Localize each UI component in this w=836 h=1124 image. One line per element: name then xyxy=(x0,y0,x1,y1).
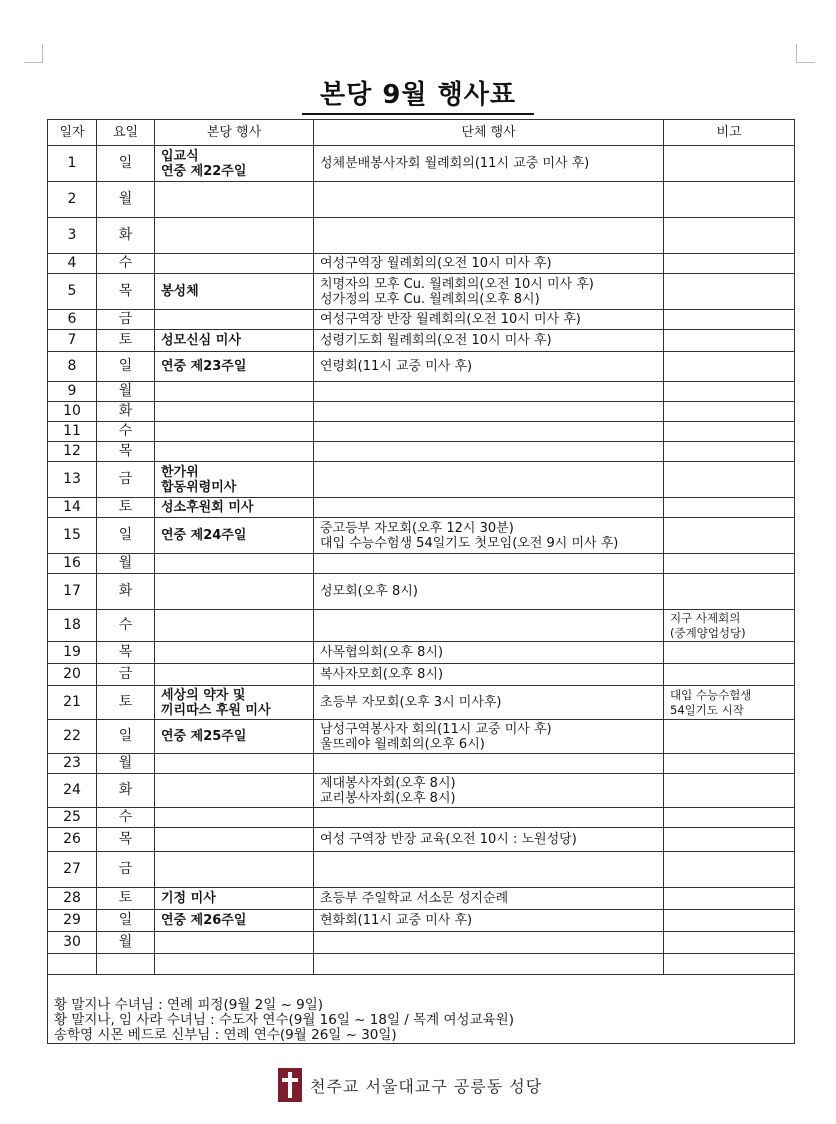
weekday-cell: 일 xyxy=(97,352,155,382)
group-event-cell-line: 남성구역봉사자 회의(11시 교중 미사 후) xyxy=(320,721,552,737)
weekday-cell: 금 xyxy=(97,310,155,330)
parish-event-cell-line: 연중 제25주일 xyxy=(161,729,247,744)
remarks-cell xyxy=(664,852,795,888)
remarks-cell xyxy=(664,664,795,686)
remarks-cell xyxy=(664,254,795,274)
weekday-cell: 화 xyxy=(97,774,155,808)
weekday-cell: 월 xyxy=(97,554,155,574)
remarks-cell xyxy=(664,808,795,828)
table-row xyxy=(48,852,795,888)
remarks-cell xyxy=(664,330,795,352)
spacer-cell xyxy=(97,954,155,975)
weekday-cell: 화 xyxy=(97,402,155,422)
header-remarks: 비고 xyxy=(664,120,795,146)
group-event-cell-line: 중고등부 자모회(오후 12시 30분) xyxy=(320,520,514,536)
date-cell: 27 xyxy=(48,852,97,888)
group-event-cell-line: 여성구역장 월례회의(오전 10시 미사 후) xyxy=(320,256,552,271)
remarks-cell xyxy=(664,352,795,382)
parish-event-cell xyxy=(155,352,314,382)
group-event-cell xyxy=(314,574,664,610)
group-event-cell xyxy=(314,610,664,642)
group-event-cell xyxy=(314,910,664,932)
parish-event-cell-line: 연중 제22주일 xyxy=(161,163,247,179)
group-event-cell-line: 대입 수능수험생 54일기도 첫모임(오전 9시 미사 후) xyxy=(320,535,619,551)
parish-event-cell-line: 입교식 xyxy=(161,148,199,164)
remarks-cell xyxy=(664,422,795,442)
weekday-cell: 금 xyxy=(97,462,155,498)
date-cell: 26 xyxy=(48,828,97,852)
group-event-cell xyxy=(314,554,664,574)
table-row xyxy=(48,664,795,686)
remarks-cell xyxy=(664,498,795,518)
parish-event-cell xyxy=(155,402,314,422)
footer-note: 황 말지나, 임 사라 수녀님 : 수도자 연수(9월 16일 ~ 18일 / 목계 여성교육원) xyxy=(54,1012,514,1028)
parish-event-cell xyxy=(155,442,314,462)
weekday-cell: 월 xyxy=(97,182,155,218)
table-row xyxy=(48,828,795,852)
table-row xyxy=(48,382,795,402)
group-event-cell xyxy=(314,852,664,888)
footer-notes-row xyxy=(48,975,795,1044)
header-parish-event: 본당 행사 xyxy=(155,120,314,146)
weekday-cell: 토 xyxy=(97,498,155,518)
group-event-cell-line: 초등부 자모회(오후 3시 미사후) xyxy=(320,695,502,710)
group-event-cell xyxy=(314,664,664,686)
group-event-cell xyxy=(314,754,664,774)
header-weekday: 요일 xyxy=(97,120,155,146)
date-cell: 16 xyxy=(48,554,97,574)
header-date: 일자 xyxy=(48,120,97,146)
schedule-body xyxy=(48,146,795,954)
group-event-cell xyxy=(314,932,664,954)
group-event-cell xyxy=(314,310,664,330)
group-event-cell xyxy=(314,686,664,720)
parish-event-cell xyxy=(155,330,314,352)
table-row xyxy=(48,910,795,932)
group-event-cell-line: 연령회(11시 교중 미사 후) xyxy=(320,359,473,374)
date-cell: 12 xyxy=(48,442,97,462)
remarks-cell xyxy=(664,754,795,774)
group-event-cell-line: 울뜨레야 월례회의(오후 6시) xyxy=(320,736,485,752)
parish-event-cell xyxy=(155,574,314,610)
date-cell: 14 xyxy=(48,498,97,518)
table-row xyxy=(48,254,795,274)
table-row xyxy=(48,402,795,422)
remarks-cell xyxy=(664,310,795,330)
table-row xyxy=(48,610,795,642)
group-event-cell-line: 성령기도회 월례회의(오전 10시 미사 후) xyxy=(320,333,552,348)
parish-event-cell-line: 봉성체 xyxy=(161,284,199,299)
date-cell: 18 xyxy=(48,610,97,642)
weekday-cell: 월 xyxy=(97,754,155,774)
weekday-cell: 금 xyxy=(97,664,155,686)
date-cell: 2 xyxy=(48,182,97,218)
spacer-cell xyxy=(48,954,97,975)
group-event-cell xyxy=(314,888,664,910)
parish-event-cell xyxy=(155,888,314,910)
weekday-cell: 금 xyxy=(97,852,155,888)
table-row xyxy=(48,754,795,774)
date-cell: 19 xyxy=(48,642,97,664)
group-event-cell xyxy=(314,330,664,352)
date-cell: 7 xyxy=(48,330,97,352)
parish-event-cell xyxy=(155,932,314,954)
table-row xyxy=(48,518,795,554)
parish-brand xyxy=(278,1068,542,1102)
remarks-cell xyxy=(664,720,795,754)
remarks-cell xyxy=(664,442,795,462)
remarks-cell xyxy=(664,888,795,910)
group-event-cell xyxy=(314,182,664,218)
parish-event-cell xyxy=(155,422,314,442)
date-cell: 22 xyxy=(48,720,97,754)
document-title-text: 본당 9월 행사표 xyxy=(302,74,534,115)
parish-event-cell-line: 한가위 xyxy=(161,464,199,480)
table-row xyxy=(48,498,795,518)
table-row xyxy=(48,182,795,218)
group-event-cell xyxy=(314,462,664,498)
group-event-cell xyxy=(314,382,664,402)
weekday-cell: 월 xyxy=(97,382,155,402)
weekday-cell: 화 xyxy=(97,218,155,254)
parish-event-cell xyxy=(155,218,314,254)
group-event-cell xyxy=(314,808,664,828)
group-event-cell xyxy=(314,642,664,664)
table-row xyxy=(48,720,795,754)
date-cell: 17 xyxy=(48,574,97,610)
remarks-cell xyxy=(664,382,795,402)
document-title xyxy=(0,74,836,115)
group-event-cell xyxy=(314,828,664,852)
remarks-cell xyxy=(664,686,795,720)
weekday-cell: 수 xyxy=(97,808,155,828)
table-row xyxy=(48,808,795,828)
group-event-cell xyxy=(314,774,664,808)
table-row xyxy=(48,146,795,182)
table-row xyxy=(48,554,795,574)
date-cell: 21 xyxy=(48,686,97,720)
remarks-cell xyxy=(664,518,795,554)
remarks-cell-line: 대입 수능수험생 xyxy=(670,687,752,702)
remarks-cell xyxy=(664,774,795,808)
group-event-cell-line: 제대봉사자회(오후 8시) xyxy=(320,775,456,791)
weekday-cell: 일 xyxy=(97,518,155,554)
cross-logo-icon xyxy=(278,1068,302,1102)
header-group-event: 단체 행사 xyxy=(314,120,664,146)
table-row xyxy=(48,888,795,910)
date-cell: 30 xyxy=(48,932,97,954)
group-event-cell-line: 복사자모회(오후 8시) xyxy=(320,667,444,682)
parish-event-cell-line: 기정 미사 xyxy=(161,891,216,906)
group-event-cell xyxy=(314,422,664,442)
table-row xyxy=(48,774,795,808)
table-row xyxy=(48,330,795,352)
weekday-cell: 월 xyxy=(97,932,155,954)
group-event-cell xyxy=(314,442,664,462)
group-event-cell-line: 여성구역장 반장 월례회의(오전 10시 미사 후) xyxy=(320,312,581,327)
group-event-cell xyxy=(314,146,664,182)
parish-event-cell xyxy=(155,910,314,932)
table-row xyxy=(48,642,795,664)
schedule-table xyxy=(47,119,795,1044)
weekday-cell: 일 xyxy=(97,146,155,182)
group-event-cell xyxy=(314,274,664,310)
weekday-cell: 수 xyxy=(97,610,155,642)
group-event-cell-line: 교리봉사자회(오후 8시) xyxy=(320,790,456,806)
date-cell: 20 xyxy=(48,664,97,686)
parish-event-cell-line: 연중 제23주일 xyxy=(161,359,247,374)
parish-event-cell xyxy=(155,720,314,754)
weekday-cell: 일 xyxy=(97,720,155,754)
group-event-cell-line: 여성 구역장 반장 교육(오전 10시 : 노원성당) xyxy=(320,832,577,847)
table-row xyxy=(48,218,795,254)
crop-mark-top-left xyxy=(24,44,43,63)
spacer-cell xyxy=(155,954,314,975)
parish-event-cell xyxy=(155,808,314,828)
weekday-cell: 일 xyxy=(97,910,155,932)
date-cell: 6 xyxy=(48,310,97,330)
date-cell: 1 xyxy=(48,146,97,182)
group-event-cell xyxy=(314,254,664,274)
table-row xyxy=(48,932,795,954)
date-cell: 9 xyxy=(48,382,97,402)
parish-event-cell xyxy=(155,828,314,852)
remarks-cell xyxy=(664,610,795,642)
remarks-cell xyxy=(664,910,795,932)
table-row xyxy=(48,422,795,442)
group-event-cell-line: 성가정의 모후 Cu. 월례회의(오후 8시) xyxy=(320,291,540,307)
group-event-cell-line: 초등부 주일학교 서소문 성지순례 xyxy=(320,891,509,906)
parish-event-cell xyxy=(155,498,314,518)
parish-event-cell xyxy=(155,774,314,808)
parish-event-cell xyxy=(155,664,314,686)
date-cell: 29 xyxy=(48,910,97,932)
crop-mark-top-right xyxy=(796,44,815,63)
parish-event-cell xyxy=(155,146,314,182)
weekday-cell: 목 xyxy=(97,274,155,310)
group-event-cell xyxy=(314,218,664,254)
remarks-cell-line: 54일기도 시작 xyxy=(670,702,744,717)
remarks-cell xyxy=(664,462,795,498)
group-event-cell-line: 성체분배봉사자회 월례회의(11시 교중 미사 후) xyxy=(320,156,590,171)
parish-event-cell-line: 성소후원회 미사 xyxy=(161,500,254,515)
date-cell: 8 xyxy=(48,352,97,382)
spacer-cell xyxy=(664,954,795,975)
weekday-cell: 수 xyxy=(97,254,155,274)
remarks-cell xyxy=(664,182,795,218)
parish-event-cell xyxy=(155,754,314,774)
spacer-cell xyxy=(314,954,664,975)
header-row xyxy=(48,120,795,146)
table-row xyxy=(48,352,795,382)
remarks-cell xyxy=(664,554,795,574)
group-event-cell-line: 현화회(11시 교중 미사 후) xyxy=(320,913,473,928)
parish-event-cell-line: 끼리따스 후원 미사 xyxy=(161,702,271,718)
remarks-cell xyxy=(664,146,795,182)
parish-event-cell-line: 성모신심 미사 xyxy=(161,333,241,348)
spacer-row xyxy=(48,954,795,975)
table-row xyxy=(48,462,795,498)
date-cell: 25 xyxy=(48,808,97,828)
group-event-cell xyxy=(314,518,664,554)
group-event-cell-line: 사목협의회(오후 8시) xyxy=(320,645,444,660)
weekday-cell: 목 xyxy=(97,828,155,852)
date-cell: 24 xyxy=(48,774,97,808)
parish-event-cell xyxy=(155,610,314,642)
group-event-cell xyxy=(314,352,664,382)
parish-event-cell xyxy=(155,382,314,402)
date-cell: 3 xyxy=(48,218,97,254)
group-event-cell-line: 성모회(오후 8시) xyxy=(320,584,418,599)
remarks-cell xyxy=(664,402,795,422)
group-event-cell xyxy=(314,720,664,754)
parish-event-cell xyxy=(155,686,314,720)
table-row xyxy=(48,442,795,462)
parish-event-cell-line: 합동위령미사 xyxy=(161,479,237,495)
parish-event-cell xyxy=(155,182,314,218)
weekday-cell: 화 xyxy=(97,574,155,610)
parish-event-cell-line: 세상의 약자 및 xyxy=(161,687,246,703)
remarks-cell xyxy=(664,642,795,664)
remarks-cell xyxy=(664,218,795,254)
parish-event-cell xyxy=(155,462,314,498)
parish-event-cell xyxy=(155,310,314,330)
table-row xyxy=(48,686,795,720)
remarks-cell xyxy=(664,828,795,852)
parish-event-cell xyxy=(155,274,314,310)
weekday-cell: 수 xyxy=(97,422,155,442)
weekday-cell: 토 xyxy=(97,686,155,720)
remarks-cell xyxy=(664,574,795,610)
weekday-cell: 목 xyxy=(97,642,155,664)
table-row xyxy=(48,574,795,610)
table-row xyxy=(48,310,795,330)
table-row xyxy=(48,274,795,310)
date-cell: 4 xyxy=(48,254,97,274)
date-cell: 15 xyxy=(48,518,97,554)
group-event-cell xyxy=(314,498,664,518)
remarks-cell xyxy=(664,274,795,310)
parish-event-cell xyxy=(155,642,314,664)
parish-event-cell xyxy=(155,254,314,274)
weekday-cell: 토 xyxy=(97,330,155,352)
date-cell: 28 xyxy=(48,888,97,910)
parish-event-cell xyxy=(155,554,314,574)
date-cell: 13 xyxy=(48,462,97,498)
date-cell: 23 xyxy=(48,754,97,774)
parish-event-cell xyxy=(155,852,314,888)
parish-event-cell-line: 연중 제24주일 xyxy=(161,528,247,543)
remarks-cell-line: 지구 사제회의 xyxy=(670,610,741,625)
weekday-cell: 토 xyxy=(97,888,155,910)
footer-note: 송학영 시몬 베드로 신부님 : 연례 연수(9월 26일 ~ 30일) xyxy=(54,1027,397,1043)
parish-event-cell-line: 연중 제26주일 xyxy=(161,913,247,928)
remarks-cell-line: (중계양업성당) xyxy=(670,625,746,640)
date-cell: 5 xyxy=(48,274,97,310)
date-cell: 11 xyxy=(48,422,97,442)
remarks-cell xyxy=(664,932,795,954)
group-event-cell xyxy=(314,402,664,422)
footer-notes-cell xyxy=(48,975,795,1044)
footer-note: 황 말지나 수녀님 : 연례 피정(9월 2일 ~ 9일) xyxy=(54,997,324,1013)
parish-event-cell xyxy=(155,518,314,554)
group-event-cell-line: 치명자의 모후 Cu. 월례회의(오전 10시 미사 후) xyxy=(320,276,594,292)
parish-name: 천주교 서울대교구 공릉동 성당 xyxy=(310,1076,543,1096)
weekday-cell: 목 xyxy=(97,442,155,462)
date-cell: 10 xyxy=(48,402,97,422)
